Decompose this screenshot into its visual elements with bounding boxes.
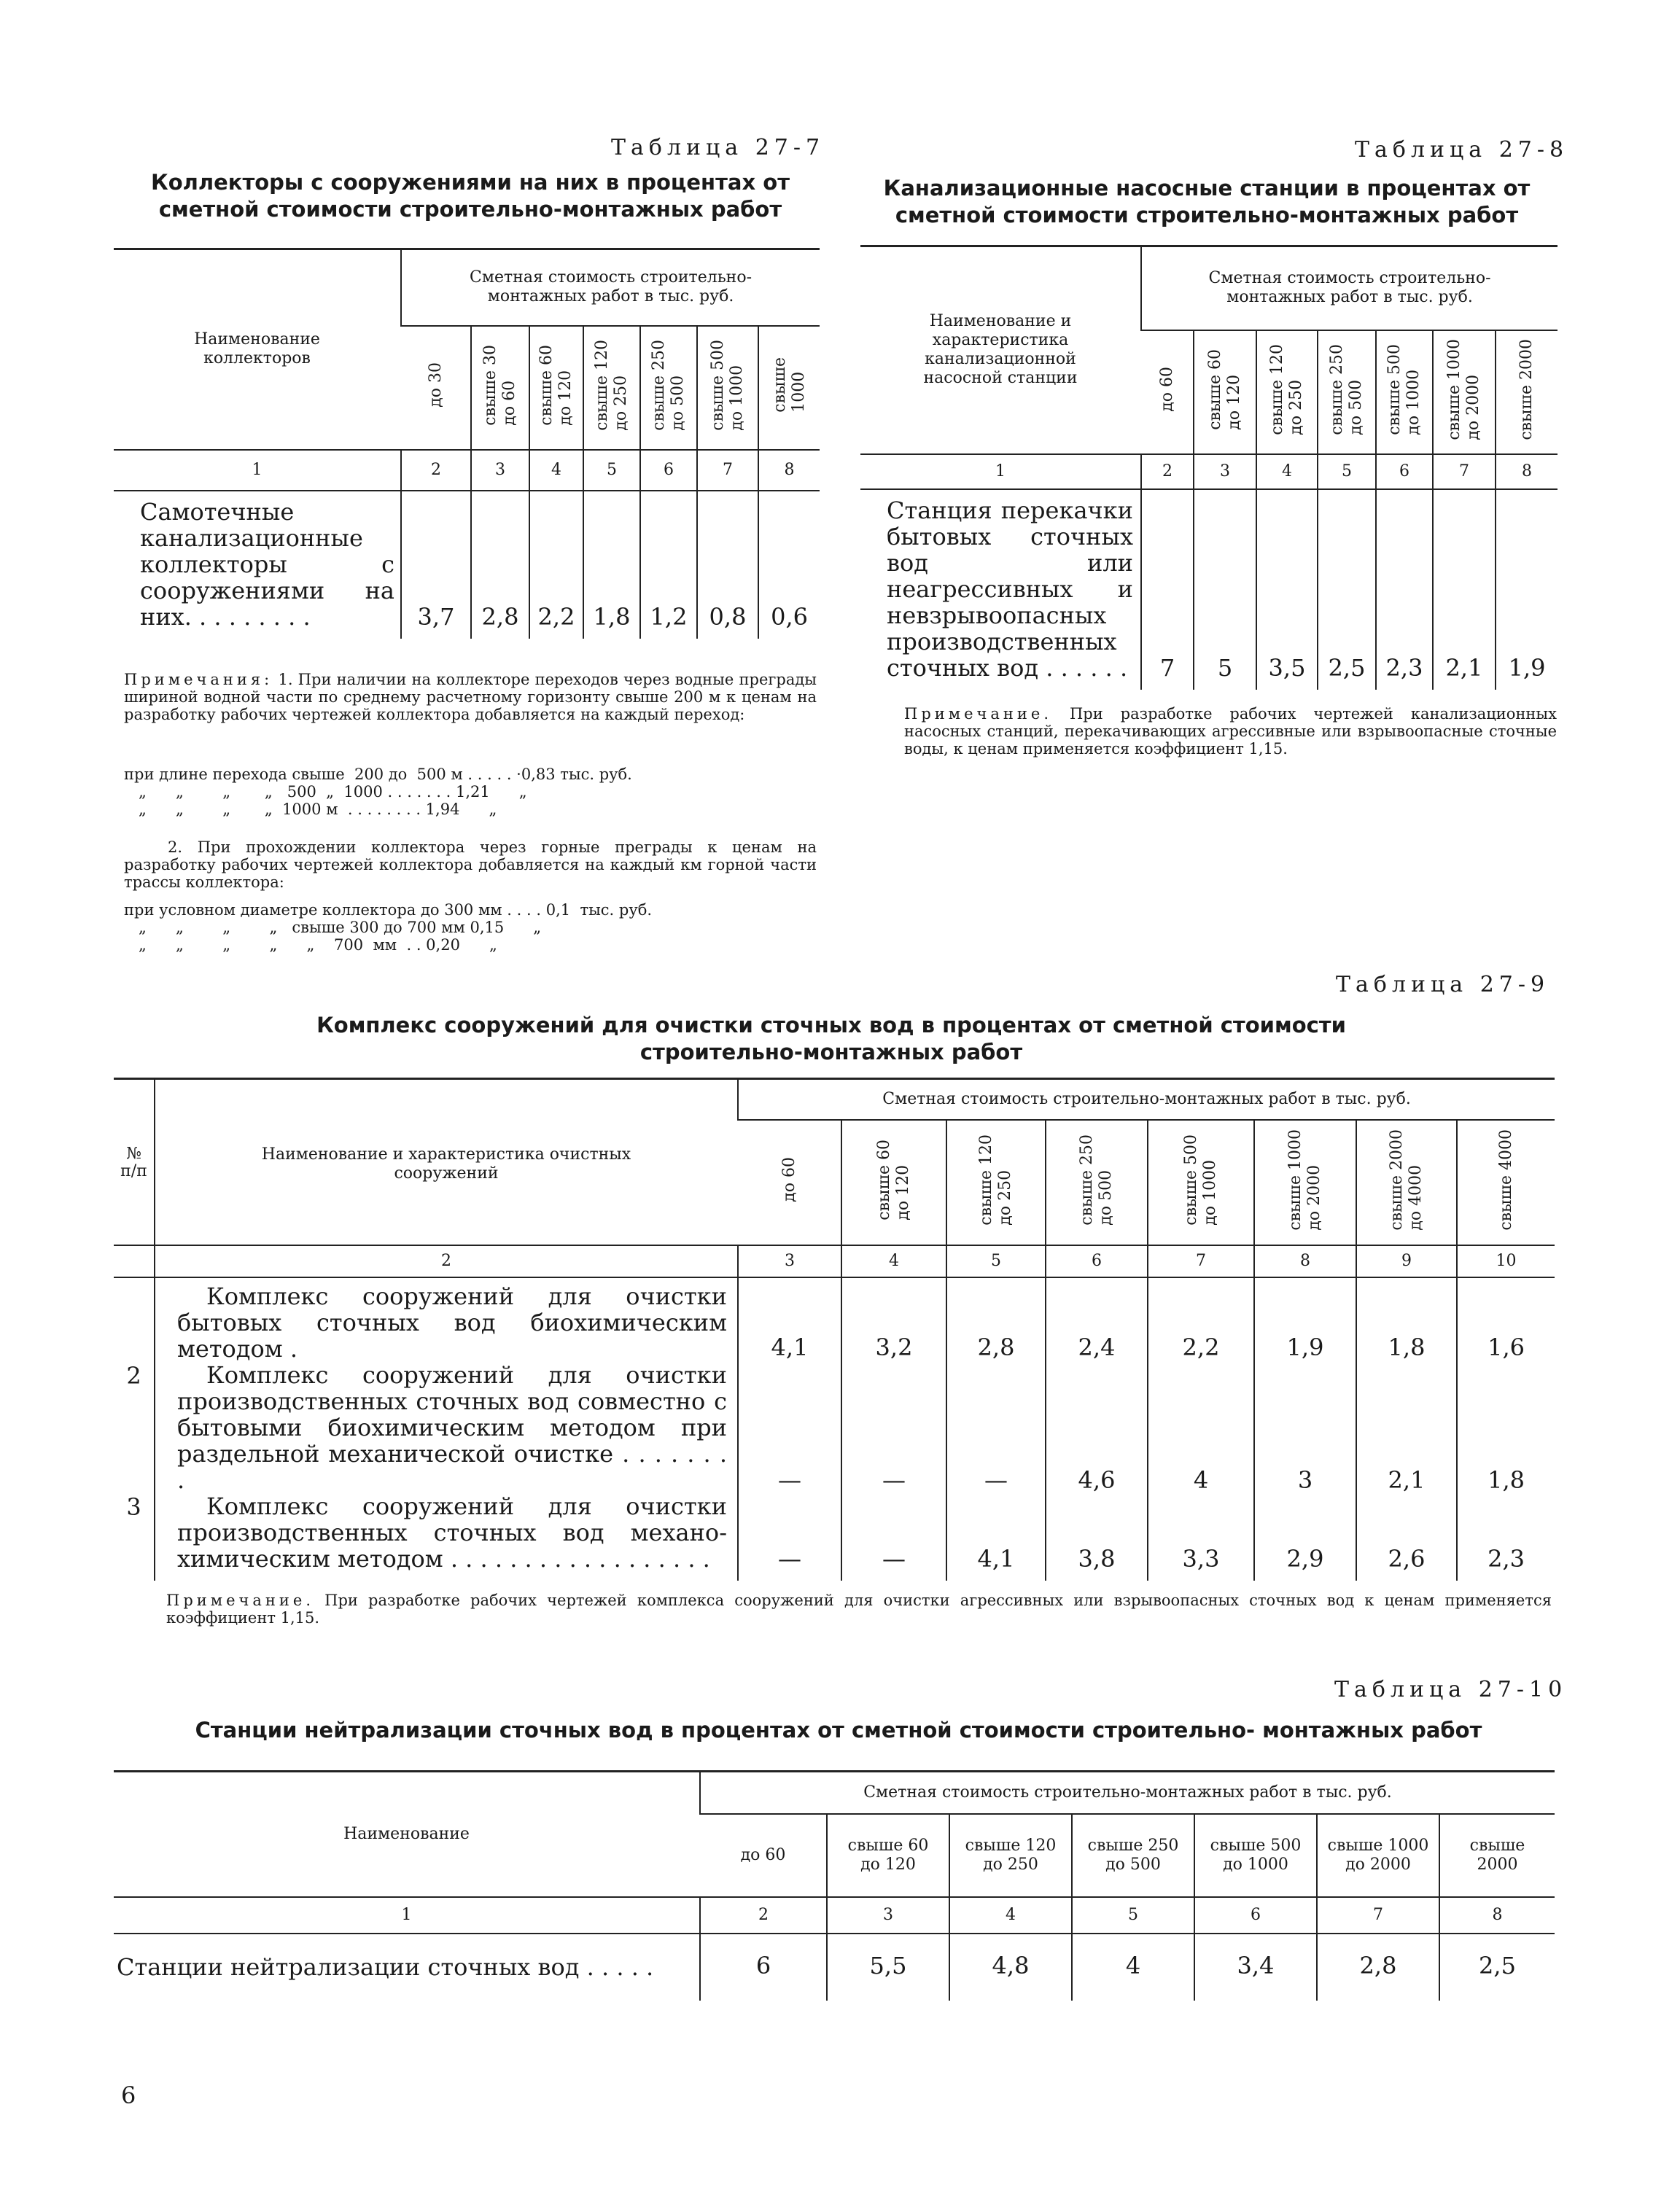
t9-range: свыше 120 до 250 xyxy=(977,1134,1014,1226)
t9-value: — xyxy=(882,1465,906,1494)
t7-range: свыше 1000 xyxy=(770,357,808,413)
t9-value: 1,8 xyxy=(1388,1333,1426,1361)
t7-value: 1,8 xyxy=(593,602,631,631)
t8-range: свыше 250 до 500 xyxy=(1328,343,1365,435)
t9-value: 4,1 xyxy=(977,1544,1015,1573)
t8-title: Канализационные насосные станции в процентах от сметной стоимости строительно-монтажных работ xyxy=(883,176,1531,227)
t7-col-number: 2 xyxy=(401,450,471,491)
t9-group-header: Сметная стоимость строительно-монтажных работ в тыс. руб. xyxy=(738,1079,1555,1120)
t7-range: до 30 xyxy=(426,362,445,408)
t9-col-number: 10 xyxy=(1457,1245,1555,1277)
t7-notes xyxy=(124,671,817,723)
t9-range: до 60 xyxy=(779,1157,798,1202)
t8-col-number: 2 xyxy=(1141,454,1194,489)
t10-col-number: 2 xyxy=(700,1897,827,1934)
t7-col-number: 7 xyxy=(697,450,758,491)
t9-data-row xyxy=(114,1493,1555,1581)
t9-note xyxy=(166,1592,1552,1627)
t10-title: Станции нейтрализации сточных вод в процентах от сметной стоимости строительно- монтажных работ xyxy=(195,1718,1482,1743)
t9-col-number: 2 xyxy=(155,1245,738,1277)
t9-col-number-row xyxy=(114,1245,1555,1277)
t10-col-number: 8 xyxy=(1439,1897,1555,1934)
t8-range: свыше 500 до 1000 xyxy=(1385,343,1423,435)
t8-range: свыше 120 до 250 xyxy=(1268,343,1305,435)
t7-note1-lines xyxy=(124,766,824,818)
t7-value: 0,6 xyxy=(771,602,808,631)
t10-col-number: 1 xyxy=(114,1897,700,1934)
t7-note-2: 2. При прохождении коллектора через горные преграды к ценам на разработку рабочих чертежей коллектора добавляется на каждый км горной части трассы коллектора: xyxy=(124,838,817,891)
t7-note-head: Примечания: xyxy=(124,671,273,688)
t9-label: Таблица 27-9 xyxy=(1336,972,1550,997)
t10-col-name-header: Наименование xyxy=(114,1772,700,1897)
t10-value: 3,4 xyxy=(1237,1951,1275,1979)
t7-value: 3,7 xyxy=(417,602,455,631)
t9-value: 3,3 xyxy=(1182,1544,1220,1573)
t9-col-number: 7 xyxy=(1148,1245,1254,1277)
t7-title: Коллекторы с сооружениями на них в процентах от сметной стоимости строительно-монтажных работ xyxy=(150,170,790,222)
t10-value: 6 xyxy=(755,1951,771,1979)
t8-range: свыше 60 до 120 xyxy=(1206,349,1243,430)
t7-value: 2,8 xyxy=(481,602,519,631)
t9-value: 4,1 xyxy=(771,1333,809,1361)
t8-col-number: 3 xyxy=(1194,454,1256,489)
t10-col-number-row xyxy=(114,1897,1555,1934)
t10-label: Таблица 27-10 xyxy=(1334,1677,1568,1702)
t9-value: — xyxy=(984,1465,1008,1494)
t7-col-name-header: Наименование коллекторов xyxy=(114,249,401,450)
t9-value: 2,6 xyxy=(1388,1544,1426,1573)
t8-range: свыше 2000 xyxy=(1517,338,1536,440)
t7-group-header: Сметная стоимость строительно-монтажных работ в тыс. руб. xyxy=(401,249,820,326)
t9-row-name: Комплекс сооружений для очистки производственных сточных вод совместно с бытовыми биохимическим методом при раздельной механической очистке . . . . . . . . xyxy=(177,1360,727,1494)
t9-col-number: 3 xyxy=(738,1245,841,1277)
t7-note2-line: при условном диаметре коллектора до 300 мм . . . . 0,1 тыс. руб. xyxy=(124,901,653,919)
t7-note2-line: „ „ „ „ „ 700 мм . . 0,20 „ xyxy=(124,936,497,954)
t7-note-1: 1. При наличии на коллекторе переходов через водные преграды шириной водной части по среднему расчетному горизонту свыше 200 м к ценам на разработку рабочих чертежей коллектора добавляется на каждый переход: xyxy=(124,671,817,723)
t7-range: свыше 120 до 250 xyxy=(593,339,630,431)
t8-value: 2,3 xyxy=(1385,653,1423,682)
t9-table xyxy=(114,1078,1555,1581)
t9-col-number: 8 xyxy=(1254,1245,1356,1277)
t10-value: 4,8 xyxy=(992,1951,1030,1979)
t8-col-name-header: Наименование и характеристика канализационной насосной станции xyxy=(860,246,1141,454)
t9-row-name: Комплекс сооружений для очистки производственных сточных вод механо-химическим методом . . . . . . . . . . . . . . . . . . xyxy=(177,1492,727,1573)
t10-group-header: Сметная стоимость строительно-монтажных работ в тыс. руб. xyxy=(700,1772,1555,1814)
t9-value: 2,9 xyxy=(1286,1544,1324,1573)
t10-range: свыше 2000 xyxy=(1439,1814,1555,1897)
t10-col-number: 3 xyxy=(827,1897,949,1934)
t10-range: свыше 250 до 500 xyxy=(1072,1814,1194,1897)
t9-value: — xyxy=(778,1465,801,1494)
t8-label: Таблица 27-8 xyxy=(1355,137,1569,163)
t8-note xyxy=(904,705,1557,758)
t7-data-row xyxy=(114,491,820,639)
t9-range: свыше 500 до 1000 xyxy=(1182,1134,1219,1226)
t7-col-number: 6 xyxy=(640,450,697,491)
t8-note-text: При разработке рабочих чертежей канализационных насосных станций, перекачивающих агрессивные или взрывоопасные сточные воды, к ценам применяется коэффициент 1,15. xyxy=(904,705,1557,758)
t9-note-text: При разработке рабочих чертежей комплекса сооружений для очистки агрессивных или взрывоопасных сточных вод к ценам применяется коэффициент 1,15. xyxy=(166,1592,1552,1627)
t10-col-number: 6 xyxy=(1194,1897,1317,1934)
t10-range: свыше 60 до 120 xyxy=(827,1814,949,1897)
t9-value: 2,3 xyxy=(1488,1544,1525,1573)
t7-row-name: Самотечные канализационные коллекторы с сооружениями на них. . . . . . . . . xyxy=(140,497,394,631)
t8-row-name: Станция перекачки бытовых сточных вод или неагрессивных и невзрывоопасных производственных сточных вод . . . . . . xyxy=(887,496,1133,682)
t7-col-number: 5 xyxy=(583,450,640,491)
t9-range: свыше 250 до 500 xyxy=(1078,1134,1115,1226)
t9-value: 2,1 xyxy=(1388,1465,1426,1494)
t9-col-number xyxy=(114,1245,155,1277)
t7-value: 0,8 xyxy=(709,602,747,631)
t8-value: 1,9 xyxy=(1508,653,1546,682)
t9-col-name-header: Наименование и характеристика очистных сооружений xyxy=(155,1079,738,1245)
t9-range: свыше 2000 до 4000 xyxy=(1388,1129,1425,1231)
t8-range: до 60 xyxy=(1157,367,1176,412)
t8-col-number: 7 xyxy=(1433,454,1496,489)
t10-value: 5,5 xyxy=(869,1951,907,1979)
t9-col-number: 4 xyxy=(841,1245,946,1277)
t9-value: 1,9 xyxy=(1286,1333,1324,1361)
t10-range: до 60 xyxy=(700,1814,827,1897)
t10-value: 2,8 xyxy=(1359,1951,1397,1979)
t7-note1-line: „ „ „ „ 500 „ 1000 . . . . . . . 1,21 „ xyxy=(124,783,527,801)
t9-value: 2,4 xyxy=(1078,1333,1116,1361)
t7-note1-line: „ „ „ „ 1000 м . . . . . . . . 1,94 „ xyxy=(124,801,497,818)
page-number: 6 xyxy=(121,2082,136,2109)
t8-col-number: 6 xyxy=(1376,454,1433,489)
t10-range: свыше 500 до 1000 xyxy=(1194,1814,1317,1897)
t8-value: 7 xyxy=(1159,653,1175,682)
t10-col-number: 4 xyxy=(949,1897,1072,1934)
t10-data-row xyxy=(114,1934,1555,2001)
t8-note-head: Примечание. xyxy=(904,705,1053,723)
t9-value: 4,6 xyxy=(1078,1465,1116,1494)
t8-group-header: Сметная стоимость строительно-монтажных работ в тыс. руб. xyxy=(1141,246,1558,330)
t10-value: 2,5 xyxy=(1479,1951,1516,1979)
t7-col-number-row xyxy=(114,450,820,491)
t8-data-row xyxy=(860,489,1558,690)
t7-col-number: 4 xyxy=(529,450,583,491)
t9-col-number: 5 xyxy=(946,1245,1046,1277)
t8-col-number: 8 xyxy=(1496,454,1558,489)
t9-range: свыше 60 до 120 xyxy=(875,1139,912,1220)
t9-value: — xyxy=(778,1544,801,1573)
t7-note2-line: „ „ „ „ свыше 300 до 700 мм 0,15 „ xyxy=(124,919,542,936)
t10-col-number: 7 xyxy=(1317,1897,1439,1934)
t9-row-no: 2 xyxy=(126,1361,141,1390)
t7-col-number: 1 xyxy=(114,450,401,491)
t10-range: свыше 1000 до 2000 xyxy=(1317,1814,1439,1897)
t9-value: 4 xyxy=(1193,1465,1209,1494)
t9-data-row xyxy=(114,1362,1555,1493)
t10-table xyxy=(114,1770,1555,2001)
t8-range: свыше 1000 до 2000 xyxy=(1445,338,1482,440)
t10-value: 4 xyxy=(1125,1951,1141,1979)
t9-col-number: 6 xyxy=(1046,1245,1148,1277)
t8-col-number: 4 xyxy=(1256,454,1318,489)
t9-col-number: 9 xyxy=(1356,1245,1457,1277)
t9-row-no: 3 xyxy=(126,1492,141,1521)
t7-range: свыше 60 до 120 xyxy=(537,344,575,426)
t7-table xyxy=(114,248,820,639)
t9-value: — xyxy=(882,1544,906,1573)
t9-note-head: Примечание. xyxy=(166,1592,315,1609)
t9-range: свыше 1000 до 2000 xyxy=(1286,1129,1323,1231)
t9-row-name: Комплекс сооружений для очистки бытовых сточных вод биохимическим методом . xyxy=(177,1282,727,1363)
t7-note1-line: при длине перехода свыше 200 до 500 м . . . . . ·0,83 тыс. руб. xyxy=(124,766,632,783)
t7-value: 1,2 xyxy=(650,602,688,631)
t9-value: 2,8 xyxy=(977,1333,1015,1361)
t8-col-number: 1 xyxy=(860,454,1141,489)
t9-value: 1,8 xyxy=(1488,1465,1525,1494)
t7-col-number: 8 xyxy=(758,450,820,491)
t8-value: 5 xyxy=(1217,653,1233,682)
t8-value: 2,1 xyxy=(1445,653,1483,682)
t9-col-no-header: № п/п xyxy=(114,1079,155,1245)
t9-title: Комплекс сооружений для очистки сточных вод в процентах от сметной стоимости строительно-монтажных работ xyxy=(316,1013,1346,1064)
t8-table xyxy=(860,245,1558,690)
t8-value: 2,5 xyxy=(1328,653,1366,682)
t8-col-number-row xyxy=(860,454,1558,489)
t9-value: 3,2 xyxy=(875,1333,913,1361)
t8-value: 3,5 xyxy=(1268,653,1306,682)
t8-col-number: 5 xyxy=(1318,454,1376,489)
t7-range: свыше 500 до 1000 xyxy=(709,339,746,431)
t7-label: Таблица 27-7 xyxy=(611,135,825,160)
t9-range: свыше 4000 xyxy=(1496,1129,1515,1231)
t7-range: свыше 250 до 500 xyxy=(650,339,687,431)
t9-value: 3,8 xyxy=(1078,1544,1116,1573)
t7-range: свыше 30 до 60 xyxy=(481,344,518,426)
t7-note2-lines xyxy=(124,901,824,954)
t9-value: 3 xyxy=(1297,1465,1313,1494)
t10-range: свыше 120 до 250 xyxy=(949,1814,1072,1897)
t10-row-name: Станции нейтрализации сточных вод . . . . . xyxy=(117,1953,654,1981)
t9-value: 2,2 xyxy=(1182,1333,1220,1361)
t10-col-number: 5 xyxy=(1072,1897,1194,1934)
t7-col-number: 3 xyxy=(471,450,529,491)
t9-value: 1,6 xyxy=(1488,1333,1525,1361)
t9-data-row xyxy=(114,1277,1555,1362)
t7-value: 2,2 xyxy=(537,602,575,631)
